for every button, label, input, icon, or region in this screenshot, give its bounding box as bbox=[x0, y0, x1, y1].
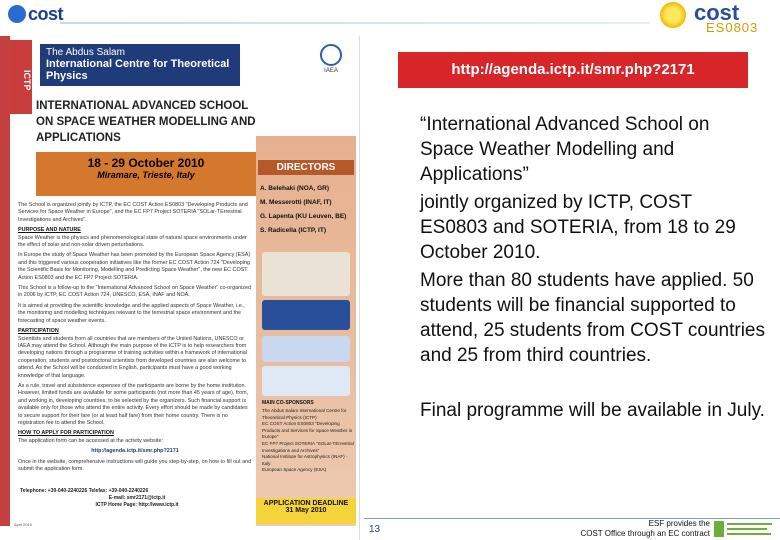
contact-phone: Telephone: +39-040-2240226 Telefax: +39-040-2240226 bbox=[20, 488, 149, 494]
purpose-text: In Europe the study of Space Weather has been promoted by the European Space Agency (ESA) and this triggered various cooperation initiatives like the former EC COST Action 724 "Developing the Scientific Basis for Monitoring, Modelling and Predicting Space Weather", the new EC COST Action ES0803 and the EC FP7 Project SOTERIA. bbox=[18, 252, 251, 281]
poster-print-date: April 2010 bbox=[14, 522, 33, 527]
sponsors-heading: MAIN CO-SPONSORS bbox=[262, 400, 314, 406]
cost-logo-right-text: cost bbox=[694, 0, 740, 25]
esf-line1: ESF provides the bbox=[648, 519, 710, 528]
ictp-banner bbox=[40, 44, 240, 86]
apply-heading: HOW TO APPLY FOR PARTICIPATION bbox=[18, 430, 114, 437]
purpose-text: This School is a follow-up to the "International Advanced School on Space Weather" co-organized in 2006 by ICTP, EC COST Action 724, UNESCO, ESA, INAF and NOA. bbox=[18, 285, 251, 299]
unesco-iaea-logos bbox=[308, 44, 354, 88]
cost-logo-left-text: cost bbox=[28, 4, 64, 24]
purpose-text: It is aimed at providing the scientific knowledge and the applied aspects of Space Weather, i.e., the monitoring and modelling techniques relevant to the terrestrial space environment and the forecasting of space weather events. bbox=[18, 302, 245, 324]
poster-title: INTERNATIONAL ADVANCED SCHOOL ON SPACE WEATHER MODELLING AND APPLICATIONS bbox=[36, 100, 256, 144]
deadline-date: 31 May 2010 bbox=[285, 507, 327, 514]
poster-side-stripe bbox=[0, 36, 10, 526]
apply-url: http://agenda.ictp.it/smr.php?2171 bbox=[91, 448, 179, 455]
ictp-logo: ICTP bbox=[10, 40, 32, 114]
director-item: S. Radicella (ICTP, IT) bbox=[260, 227, 326, 234]
cost-circle-icon bbox=[8, 5, 26, 23]
purpose-heading: PURPOSE AND NATURE bbox=[18, 227, 81, 234]
eu-flag-logo bbox=[262, 300, 350, 330]
sun-icon bbox=[660, 2, 686, 28]
poster-contact bbox=[20, 488, 254, 509]
esf-logo bbox=[714, 520, 774, 538]
iaea-icon bbox=[320, 44, 342, 66]
apply-text: Once in the website, comprehensive instructions will guide you step-by-step, on how to fill out and submit the application form. bbox=[18, 458, 252, 472]
organizers-paragraph: jointly organized by ICTP, COST ES0803 and SOTERIA, from 18 to 29 October 2010. bbox=[420, 192, 736, 263]
directors-heading: DIRECTORS bbox=[258, 160, 354, 175]
director-item: A. Belehaki (NOA, GR) bbox=[260, 185, 329, 192]
institute-line2: International Centre for Theoretical Physics bbox=[46, 58, 230, 82]
event-url-banner[interactable]: http://agenda.ictp.it/smr.php?2171 bbox=[398, 52, 748, 88]
deadline-label: APPLICATION DEADLINE bbox=[263, 500, 349, 507]
poster-venue: Miramare, Trieste, Italy bbox=[97, 170, 195, 180]
sponsor-item: National Institute for Astrophysics (INAF) - Italy bbox=[262, 454, 348, 466]
poster-dates-box bbox=[36, 152, 256, 196]
sponsors-list bbox=[262, 408, 354, 474]
page-number: 13 bbox=[369, 524, 381, 535]
purpose-text: Space Weather is the physics and phenomenological state of natural space environments under the effect of solar and non-solar driven perturbations. bbox=[18, 234, 247, 249]
iaea-label: IAEA bbox=[324, 68, 338, 74]
header-divider bbox=[60, 22, 650, 24]
inaf-logo bbox=[262, 336, 350, 362]
contact-email: E-mail: smr2171@ictp.it bbox=[108, 495, 166, 501]
sponsor-item: EC COST Action ES0803 "Developing Products and Services for Space Weather in Europe" bbox=[262, 421, 353, 440]
cost-sponsor-logo bbox=[262, 252, 350, 296]
poster-dates: 18 - 29 October 2010 bbox=[87, 156, 205, 170]
deadline-box bbox=[256, 498, 356, 524]
cost-logo-left bbox=[8, 4, 63, 25]
esf-note bbox=[580, 519, 710, 539]
contact-web: ICTP Home Page: http://www.ictp.it bbox=[95, 502, 179, 508]
institute-line1: The Abdus Salam bbox=[46, 47, 125, 58]
programme-paragraph: Final programme will be available in July. bbox=[420, 400, 765, 421]
apply-text: The application form can be accessed at the activity website: bbox=[18, 437, 164, 444]
esa-logo bbox=[262, 366, 350, 396]
school-poster bbox=[0, 36, 360, 540]
school-title-quote: “International Advanced School on Space Weather Modelling and Applications” bbox=[420, 114, 710, 185]
cost-es0803-logo bbox=[660, 0, 775, 40]
sponsor-item: EC FP7 Project SOTERIA "SOLar-TErrestrial Investigations and Archives" bbox=[262, 440, 354, 453]
participation-text: As a rule, travel and subsistence expenses of the participants are borne by the home institution. However, limited funds are available for some participants (not more than 45 years of age), from, and working in, developing countries, to be selected by the organizers. Such financial support is available only for those who attend the entire activity. Every effort should be made by candidates to secure support for their fare (or at least half fare) from their home country. There is no registration fee to attend the School. bbox=[18, 382, 249, 426]
footer-divider bbox=[364, 518, 780, 519]
poster-body bbox=[18, 202, 252, 476]
director-item: G. Lapenta (KU Leuven, BE) bbox=[260, 213, 347, 220]
esf-line2: COST Office through an EC contract bbox=[580, 529, 710, 538]
cost-action-code: ES0803 bbox=[706, 20, 759, 35]
sponsor-item: European Space Agency (ESA) bbox=[262, 467, 327, 473]
director-item: M. Messerotti (INAF, IT) bbox=[260, 199, 332, 206]
directors-list bbox=[260, 182, 352, 238]
participation-text: Scientists and students from all countries that are members of the United Nations, UNESCO or IAEA may attend the School. Although the main purpose of the ICTP is to help researchers from developing nations through a programme of training activities within a framework of international cooperation, students and postdoctoral scientists from developed countries are also welcome to attend. As the School will be conducted in English, participants must have a good working knowledge of that language. bbox=[18, 335, 247, 379]
poster-intro: The School is organized jointly by ICTP, the EC COST Action ES0803 "Developing Products and Services for Space Weather in Europe", and the EC FP7 Project SOTERIA "SOLar-TErrestrial Investigations and Archives". bbox=[18, 202, 248, 223]
students-paragraph: More than 80 students have applied. 50 students will be financial supported to attend, 25 students from COST countries and 25 from third countries. bbox=[420, 270, 765, 366]
participation-heading: PARTICIPATION bbox=[18, 328, 59, 335]
sponsor-item: The Abdus Salam International Centre for Theoretical Physics (ICTP) bbox=[262, 408, 347, 420]
